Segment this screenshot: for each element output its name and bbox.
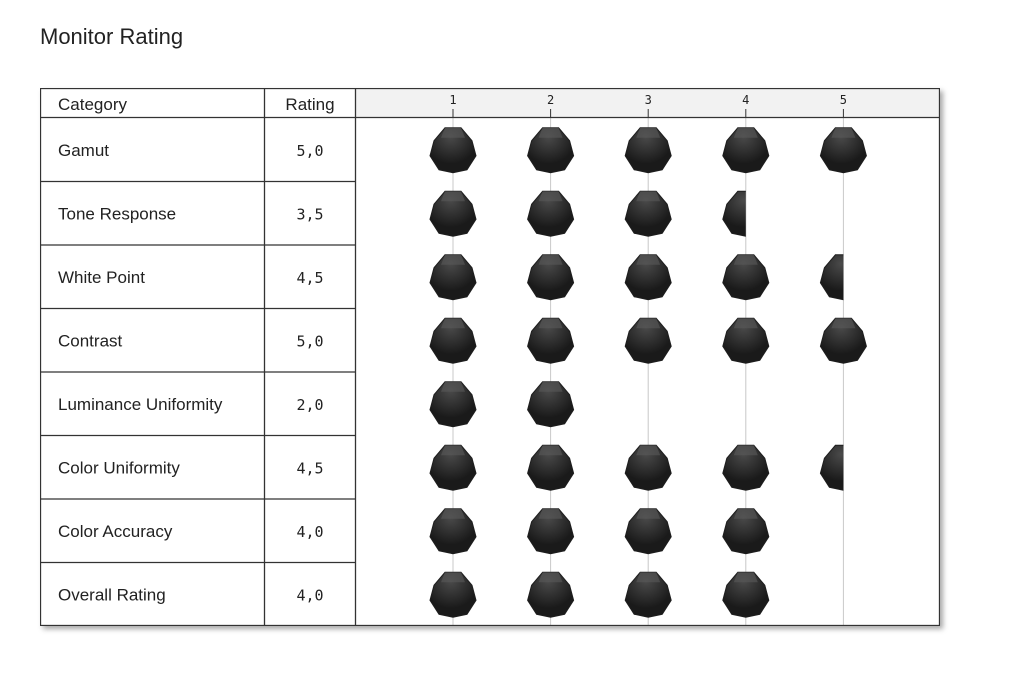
rating-value: 4,5 — [296, 268, 324, 287]
category-label: Gamut — [58, 140, 110, 160]
category-label: Overall Rating — [58, 585, 166, 605]
rating-marker-full — [528, 382, 574, 427]
page-title: Monitor Rating — [40, 24, 184, 49]
scale-tick-label: 5 — [839, 93, 848, 107]
category-label: Tone Response — [58, 204, 177, 224]
scale-tick-label: 1 — [449, 93, 457, 107]
rating-marker-full — [430, 318, 476, 363]
rating-value: 4,5 — [296, 459, 324, 478]
rating-marker-full — [625, 128, 671, 173]
rating-marker-full — [528, 318, 574, 363]
scale-tick-label: 2 — [546, 93, 555, 107]
rating-marker-full — [528, 191, 574, 236]
rating-marker-full — [625, 572, 671, 617]
rating-marker-full — [430, 572, 476, 617]
rating-marker-full — [625, 509, 671, 554]
rating-value: 4,0 — [296, 522, 324, 541]
rating-marker-full — [723, 509, 769, 554]
rating-marker-full — [528, 128, 574, 173]
rating-marker-full — [528, 572, 574, 617]
rating-marker-full — [528, 255, 574, 300]
rating-table — [40, 88, 940, 626]
rating-marker-full — [723, 572, 769, 617]
rating-marker-full — [430, 509, 476, 554]
rating-marker-full — [723, 255, 769, 300]
rating-value: 5,0 — [296, 332, 324, 351]
rating-marker-full — [528, 509, 574, 554]
rating-marker-full — [625, 191, 671, 236]
rating-marker-full — [625, 255, 671, 300]
rating-marker-half — [820, 445, 866, 490]
rating-marker-full — [625, 445, 671, 490]
rating-marker-full — [625, 318, 671, 363]
header-category: Category — [58, 95, 127, 114]
rating-value: 5,0 — [296, 141, 324, 160]
rating-marker-full — [430, 255, 476, 300]
category-label: Color Accuracy — [58, 521, 173, 541]
rating-marker-full — [723, 318, 769, 363]
category-label: Color Uniformity — [58, 458, 180, 478]
header-rating: Rating — [285, 95, 335, 114]
category-label: Contrast — [58, 331, 123, 351]
rating-marker-full — [723, 128, 769, 173]
rating-marker-half — [723, 191, 769, 236]
rating-value: 2,0 — [296, 395, 324, 414]
rating-marker-full — [430, 382, 476, 427]
rating-marker-full — [430, 191, 476, 236]
category-label: White Point — [58, 267, 145, 287]
rating-value: 4,0 — [296, 586, 324, 605]
table-frame — [41, 89, 940, 626]
rating-chart — [40, 88, 940, 626]
scale-tick-label: 3 — [644, 93, 652, 107]
rating-marker-half — [820, 255, 866, 300]
rating-marker-full — [723, 445, 769, 490]
rating-marker-full — [430, 445, 476, 490]
rating-marker-full — [820, 318, 866, 363]
rating-marker-full — [528, 445, 574, 490]
rating-value: 3,5 — [296, 205, 324, 224]
rating-marker-full — [430, 128, 476, 173]
scale-tick-label: 4 — [742, 93, 750, 107]
rating-marker-full — [820, 128, 866, 173]
category-label: Luminance Uniformity — [58, 394, 223, 414]
